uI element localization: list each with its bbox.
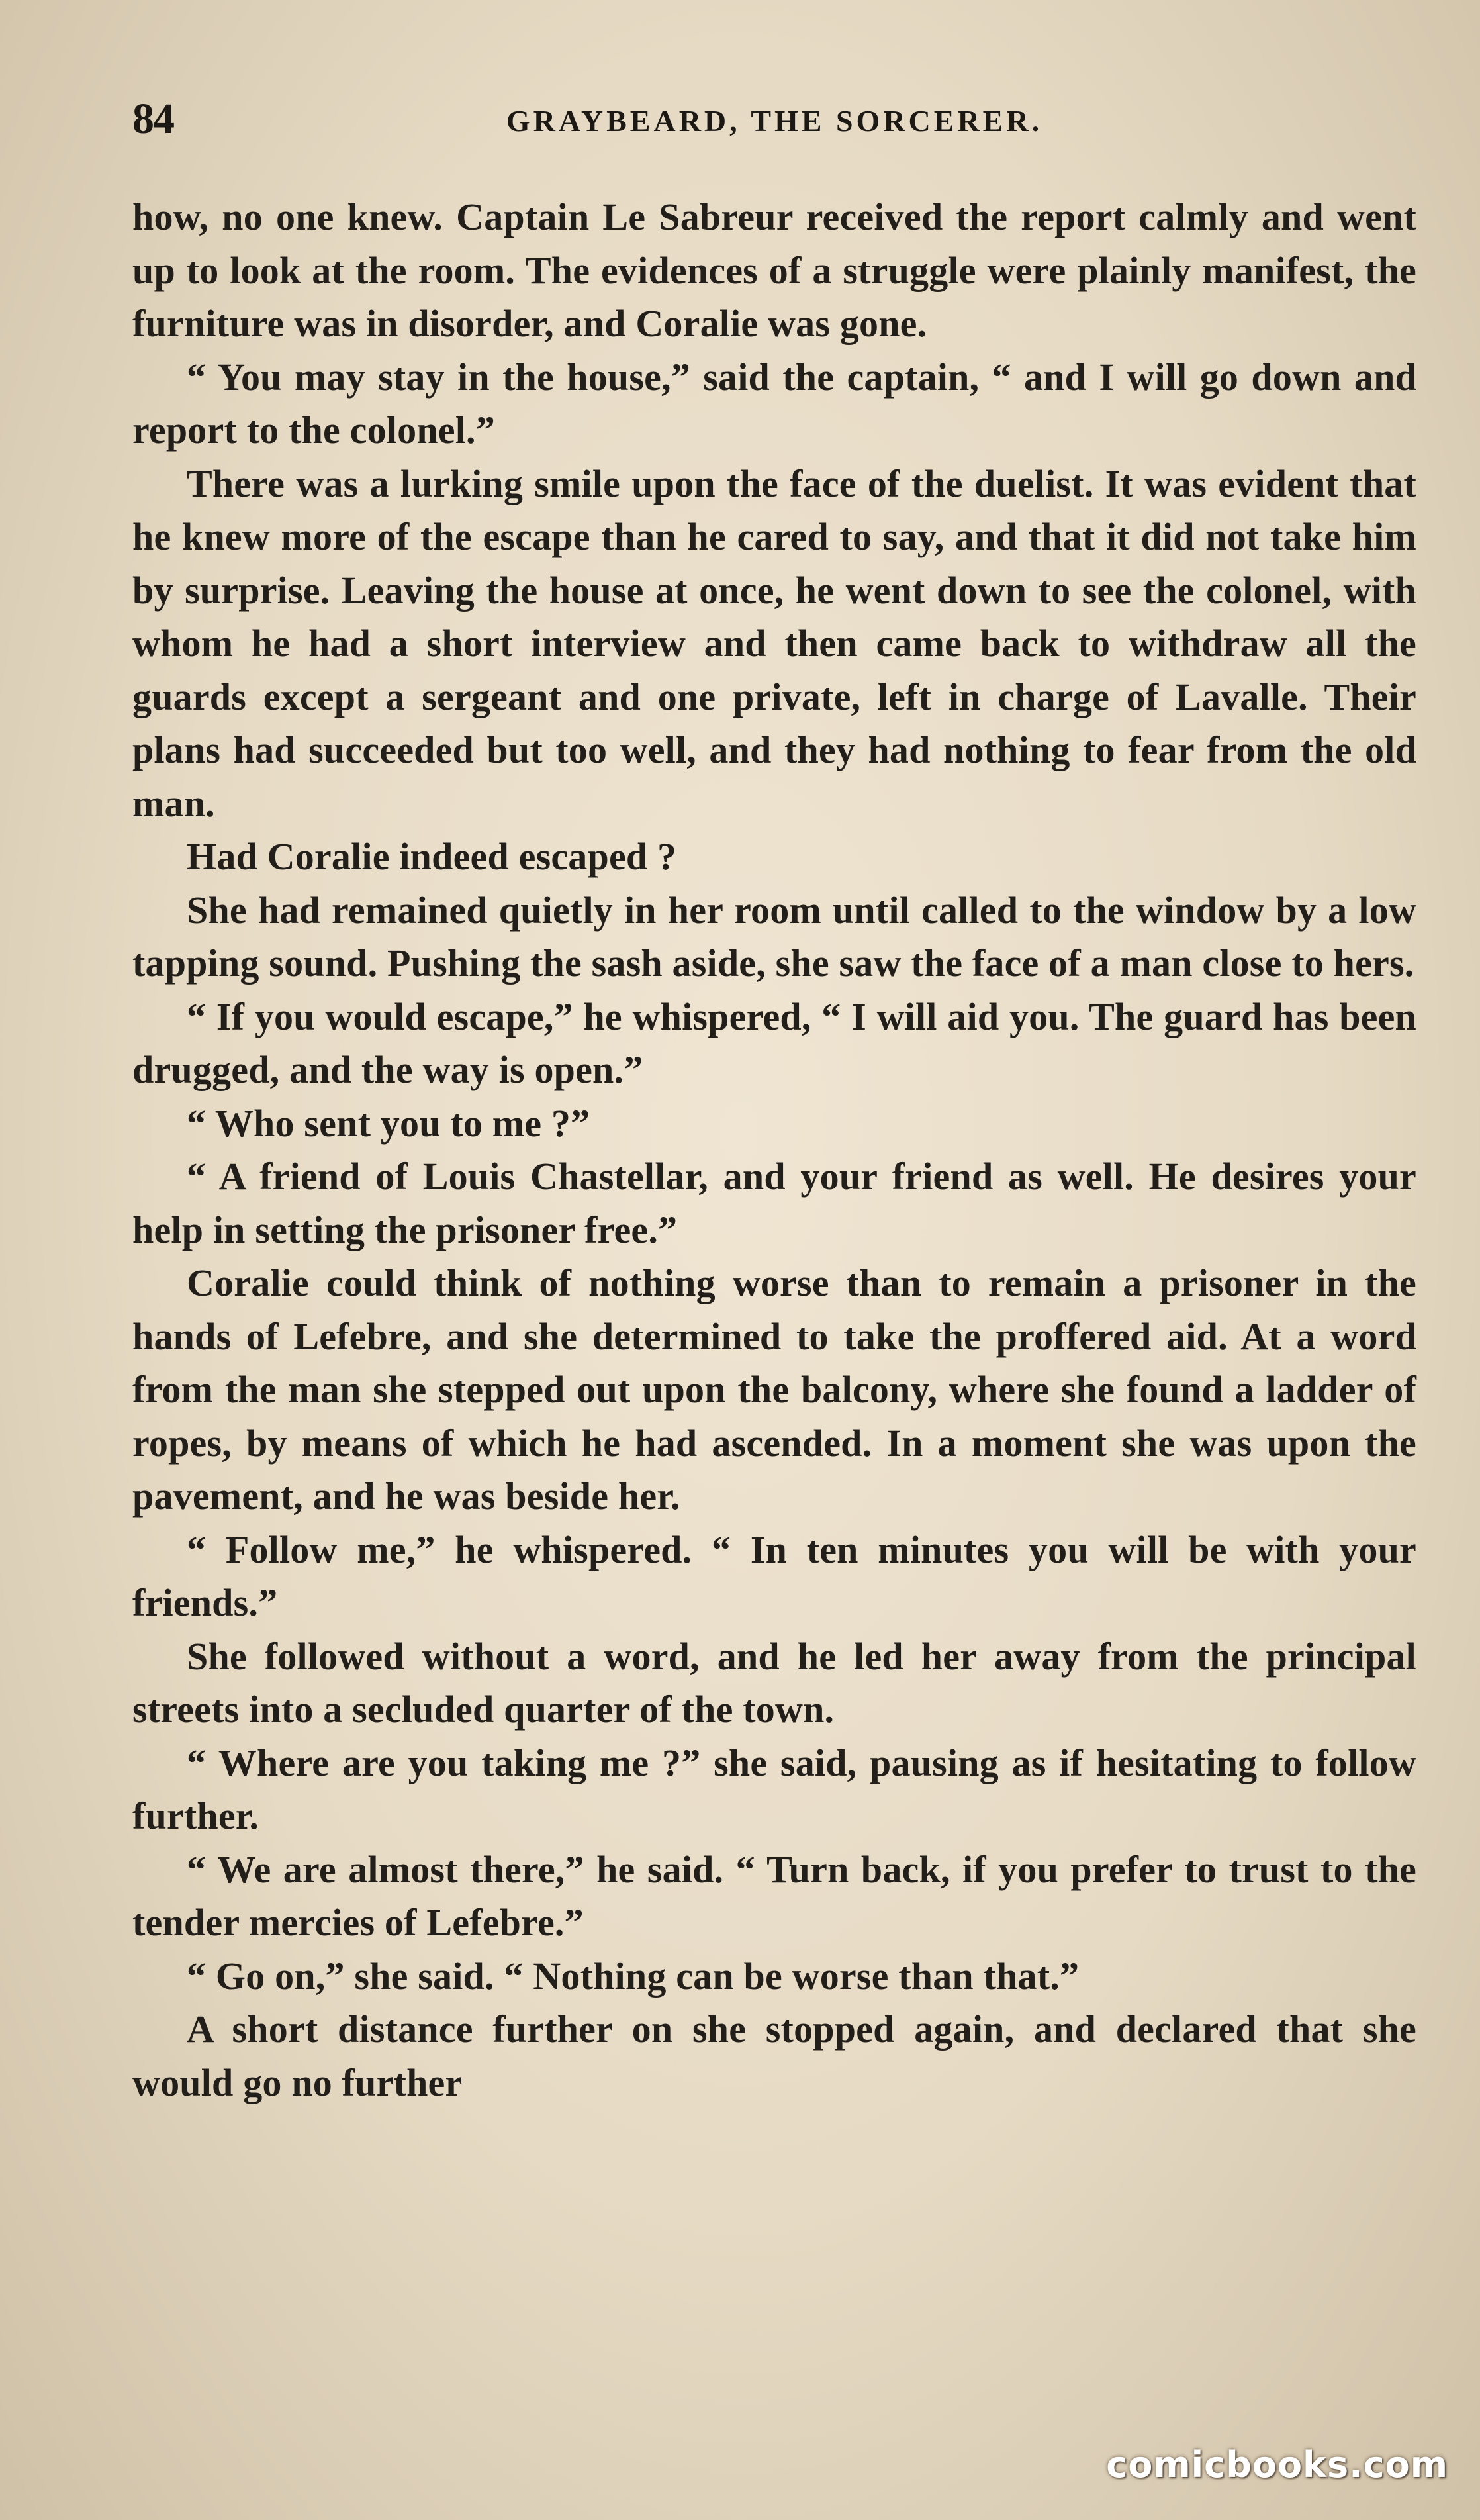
paragraph: “ Follow me,” he whispered. “ In ten minutes you will be with your friends.” [132, 1527, 1416, 1624]
paragraph: “ A friend of Louis Chastellar, and your friend as well. He desires your help in setting the prisoner free.” [132, 1155, 1416, 1251]
paragraph: She followed without a word, and he led her away from the principal streets into a secluded quarter of the town. [132, 1634, 1416, 1731]
paragraph: “ Where are you taking me ?” she said, pausing as if hesitating to follow further. [132, 1741, 1416, 1837]
paragraph: There was a lurking smile upon the face of the duelist. It was evident that he knew more of the escape than he cared to say, and that it did not take him by surprise. Leaving the house at once, he went down to see the colonel, with whom he had a short interview and then came back to withdraw all the guards except a sergeant and one private, left in charge of Lavalle. Their plans had succeeded but too well, and they had nothing to fear from the old man. [132, 461, 1416, 825]
paragraph: how, no one knew. Captain Le Sabreur received the report calmly and went up to look at the room. The evidences of a struggle were plainly manifest, the furniture was in disorder, and Coralie was gone. [132, 195, 1416, 345]
paragraph: “ Go on,” she said. “ Nothing can be worse than that.” [187, 1954, 1080, 1998]
paragraph: Coralie could think of nothing worse than to remain a prisoner in the hands of Lefebre, and she determined to take the proffered aid. At a word from the man she stepped out upon the balcony, where she found a ladder of ropes, by means of which he had ascended. In a moment she was upon the pavement, and he was beside her. [132, 1261, 1416, 1518]
paragraph: She had remained quietly in her room until called to the window by a low tapping sound. Pushing the sash aside, she saw the face of a man close to hers. [132, 888, 1416, 985]
watermark: comicbooks.com [1106, 2444, 1448, 2486]
body-text [132, 191, 1416, 2109]
paragraph: “ You may stay in the house,” said the captain, “ and I will go down and report to the colonel.” [132, 355, 1416, 452]
running-title: GRAYBEARD, THE SORCERER. [506, 104, 1043, 138]
page-number: 84 [132, 95, 173, 143]
paragraph: “ If you would escape,” he whispered, “ I will aid you. The guard has been drugged, and the way is open.” [132, 994, 1416, 1091]
paragraph: “ We are almost there,” he said. “ Turn back, if you prefer to trust to the tender mercies of Lefebre.” [132, 1847, 1416, 1944]
paragraph: “ Who sent you to me ?” [187, 1101, 590, 1145]
running-head [132, 94, 1416, 147]
paragraph: A short distance further on she stopped again, and declared that she would go no further [132, 2008, 1416, 2104]
paragraph: Had Coralie indeed escaped ? [187, 835, 677, 878]
